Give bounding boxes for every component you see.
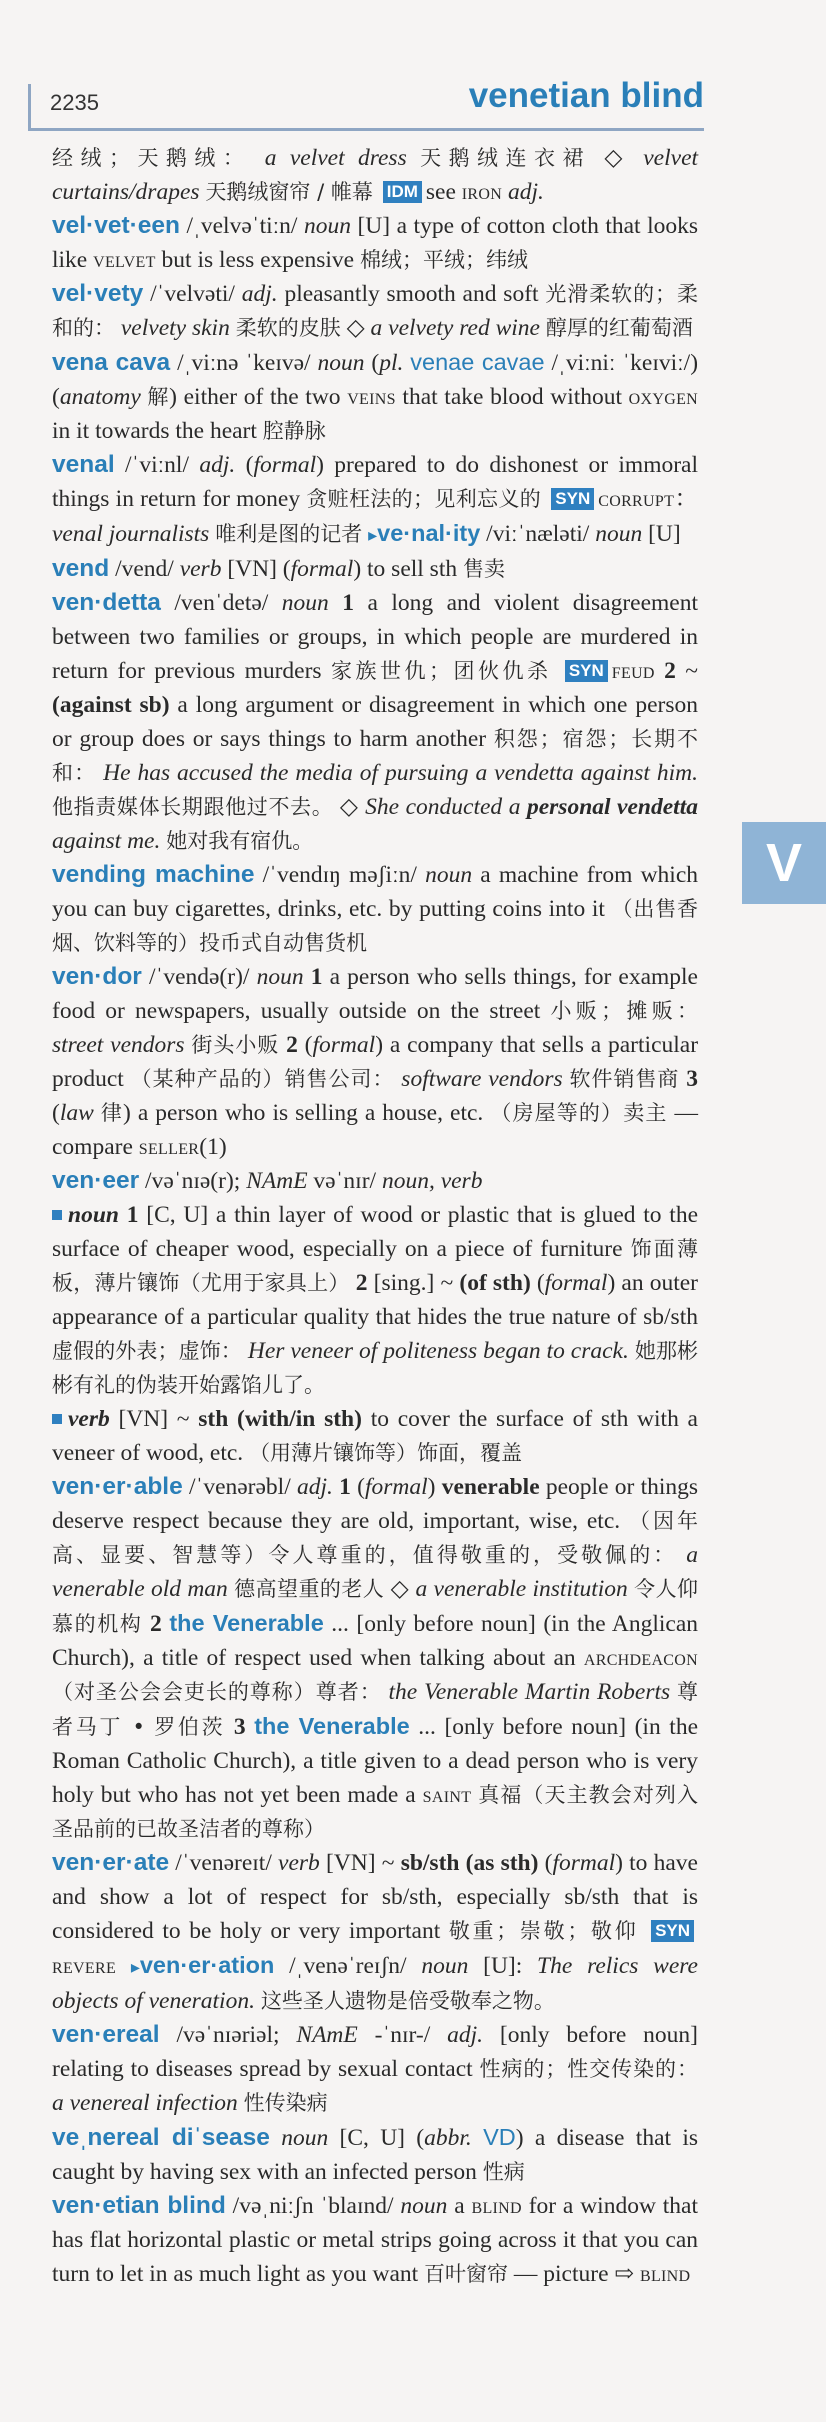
header-rule: [28, 84, 31, 128]
headword-venetian-blind: ven·etian blind: [52, 2192, 226, 2219]
headword-venereal-disease: veˌnereal diˈsease: [52, 2124, 270, 2151]
running-head: venetian blind: [468, 76, 704, 115]
headword-venereal: ven·ereal: [52, 2021, 160, 2048]
entry-velvet-continued: 经绒；天鹅绒： a velvet dress 天鹅绒连衣裙 ◇ velvet curtains/drapes 天鹅绒窗帘 / 帷幕 IDM see iron adj.: [52, 145, 699, 205]
idm-label: IDM: [383, 181, 422, 203]
headword-vending-machine: vending machine: [52, 861, 255, 888]
entry-venerable: ven·er·able /ˈvenərəbl/ adj. 1 (formal) venerable people or things deserve respect because they are old, important, wise, etc. （因年高、显要、智慧等）令人尊重的，值得敬重的，受敬佩的： a venerable old man 德高望重的老人 ◇ a venerable institution 令人仰慕的机构 2 the Venerable ... [only before noun] (in the Anglican Church), a title of respect used when talking about an archdeacon （对圣公会会吏长的尊称）尊者： the Venerable Martin Roberts 尊者马丁 • 罗伯茨 3 the Venerable ... [only before noun] (in the Roman Catholic Church), a title given to a dead person who is very holy but who has not yet been made a saint 真福（天主教会对列入圣品前的已故圣洁者的尊称）: [52, 1473, 699, 1841]
entry-vena-cava: vena cava /ˌviːnə ˈkeɪvə/ noun (pl. venae cavae /ˌviːniː ˈkeɪviː/) (anatomy 解) either of the two veins that take blood without oxygen in it towards the heart 腔静脉: [52, 349, 699, 444]
entry-vending-machine: vending machine /ˈvendɪŋ məʃiːn/ noun a machine from which you can buy cigarettes, drinks, etc. by putting coins into it （出售香烟、饮料等的）投币式自动售货机: [52, 861, 698, 955]
entry-vendor: ven·dor /ˈvendə(r)/ noun 1 a person who sells things, for example food or newspapers, usually outside on the street 小贩；摊贩： street vendors 街头小贩 2 (formal) a company that sells a particular product （某种产品的）销售公司： software vendors 软件销售商 3 (law 律) a person who is selling a house, etc. （房屋等的）卖主 — compare seller(1): [52, 963, 699, 1160]
cross-reference-arrow-icon: ⇨: [614, 2261, 635, 2287]
syn-label: SYN: [565, 660, 608, 682]
headword-velveteen: vel·vet·een: [52, 212, 181, 239]
syn-label: SYN: [651, 1920, 694, 1942]
letter-tab-label: V: [765, 833, 803, 893]
entry-venereal-disease: veˌnereal diˈsease noun [C, U] (abbr. VD) a disease that is caught by having sex with an infected person 性病: [52, 2124, 699, 2185]
entry-venerate: ven·er·ate /ˈvenəreɪt/ verb [VN] ~ sb/sth (as sth) (formal) to have and show a lot of respect for sb/sth, especially sb/sth that is considered to be holy or very important 敬重；崇敬；敬仰 SYNrevere ▸ven·er·ation /ˌvenəˈreɪʃn/ noun [U]: The relics were objects of veneration. 这些圣人遗物是倍受敬奉之物。: [52, 1849, 698, 2014]
entry-vendetta: ven·detta /venˈdetə/ noun 1 a long and violent disagreement between two families or groups, in which people are murdered in return for previous murders 家族世仇；团伙仇杀 SYN feud 2 ~ (against sb) a long argument or disagreement in which one person or group does or says things to harm another 积怨；宿怨；长期不和： He has accused the media of pursuing a vendetta against him. 他指责媒体长期跟他过不去。 ◇ She conducted a personal vendetta against me. 她对我有宿仇。: [52, 589, 699, 854]
entry-vend: vend /vend/ verb [VN] (formal) to sell sth 售卖: [52, 555, 505, 582]
dictionary-body: [52, 141, 698, 2291]
headword-vendor: ven·dor: [52, 963, 142, 990]
entry-velveteen: vel·vet·een /ˌvelvəˈtiːn/ noun [U] a type of cotton cloth that looks like velvet but is less expensive 棉绒；平绒；纬绒: [52, 212, 698, 273]
sense-bullet-icon: [52, 1210, 62, 1220]
headword-venerate: ven·er·ate: [52, 1849, 170, 1876]
headword-vena-cava: vena cava: [52, 349, 171, 376]
entry-venetian-blind: ven·etian blind /vəˌniːʃn ˈblaɪnd/ noun a blind for a window that has flat horizontal plastic or metal strips going across it that you can turn to let in as much light as you want 百叶窗帘 — picture ⇨ blind: [52, 2192, 698, 2287]
headword-veneer: ven·eer: [52, 1167, 140, 1194]
arrow-icon: ▸: [368, 525, 378, 545]
entry-venal: venal /ˈviːnl/ adj. (formal) prepared to do dishonest or immoral things in return for money 贪赃枉法的；见利忘义的 SYN corrupt： venal journalists 唯利是图的记者 ▸ve·nal·ity /viːˈnæləti/ noun [U]: [52, 451, 699, 547]
entry-veneer-noun: noun 1 [C, U] a thin layer of wood or plastic that is glued to the surface of cheaper wood, especially on a piece of furniture 饰面薄板，薄片镶饰（尤用于家具上） 2 [sing.] ~ (of sth) (formal) an outer appearance of a particular quality that hides the true nature of sb/sth 虚假的外表；虚饰： Her veneer of politeness began to crack. 她那彬彬有礼的伪装开始露馅儿了。: [52, 1202, 699, 1397]
entry-venereal: ven·ereal /vəˈnɪəriəl; NAmE -ˈnɪr-/ adj. [only before noun] relating to diseases spread by sexual contact 性病的；性交传染的： a venereal infection 性传染病: [52, 2021, 699, 2116]
headword-venal: venal: [52, 451, 115, 478]
page-number: 2235: [50, 90, 99, 115]
headword-vendetta: ven·detta: [52, 589, 161, 616]
page-header: [28, 62, 704, 131]
entry-veneer: ven·eer /vəˈnɪə(r); NAmE vəˈnɪr/ noun, verb: [52, 1167, 483, 1194]
headword-venerable: ven·er·able: [52, 1473, 183, 1500]
sense-bullet-icon: [52, 1414, 62, 1424]
syn-label: SYN: [551, 488, 594, 510]
entry-veneer-verb: verb [VN] ~ sth (with/in sth) to cover the surface of sth with a veneer of wood, etc. （用薄片镶饰等）饰面，覆盖: [52, 1406, 698, 1466]
entry-velvety: vel·vety /ˈvelvəti/ adj. pleasantly smooth and soft 光滑柔软的；柔和的： velvety skin 柔软的皮肤 ◇ a velvety red wine 醇厚的红葡萄酒: [52, 280, 698, 341]
headword-vend: vend: [52, 555, 110, 582]
headword-velvety: vel·vety: [52, 280, 144, 307]
arrow-icon: ▸: [130, 1957, 140, 1977]
letter-tab: [742, 822, 826, 904]
